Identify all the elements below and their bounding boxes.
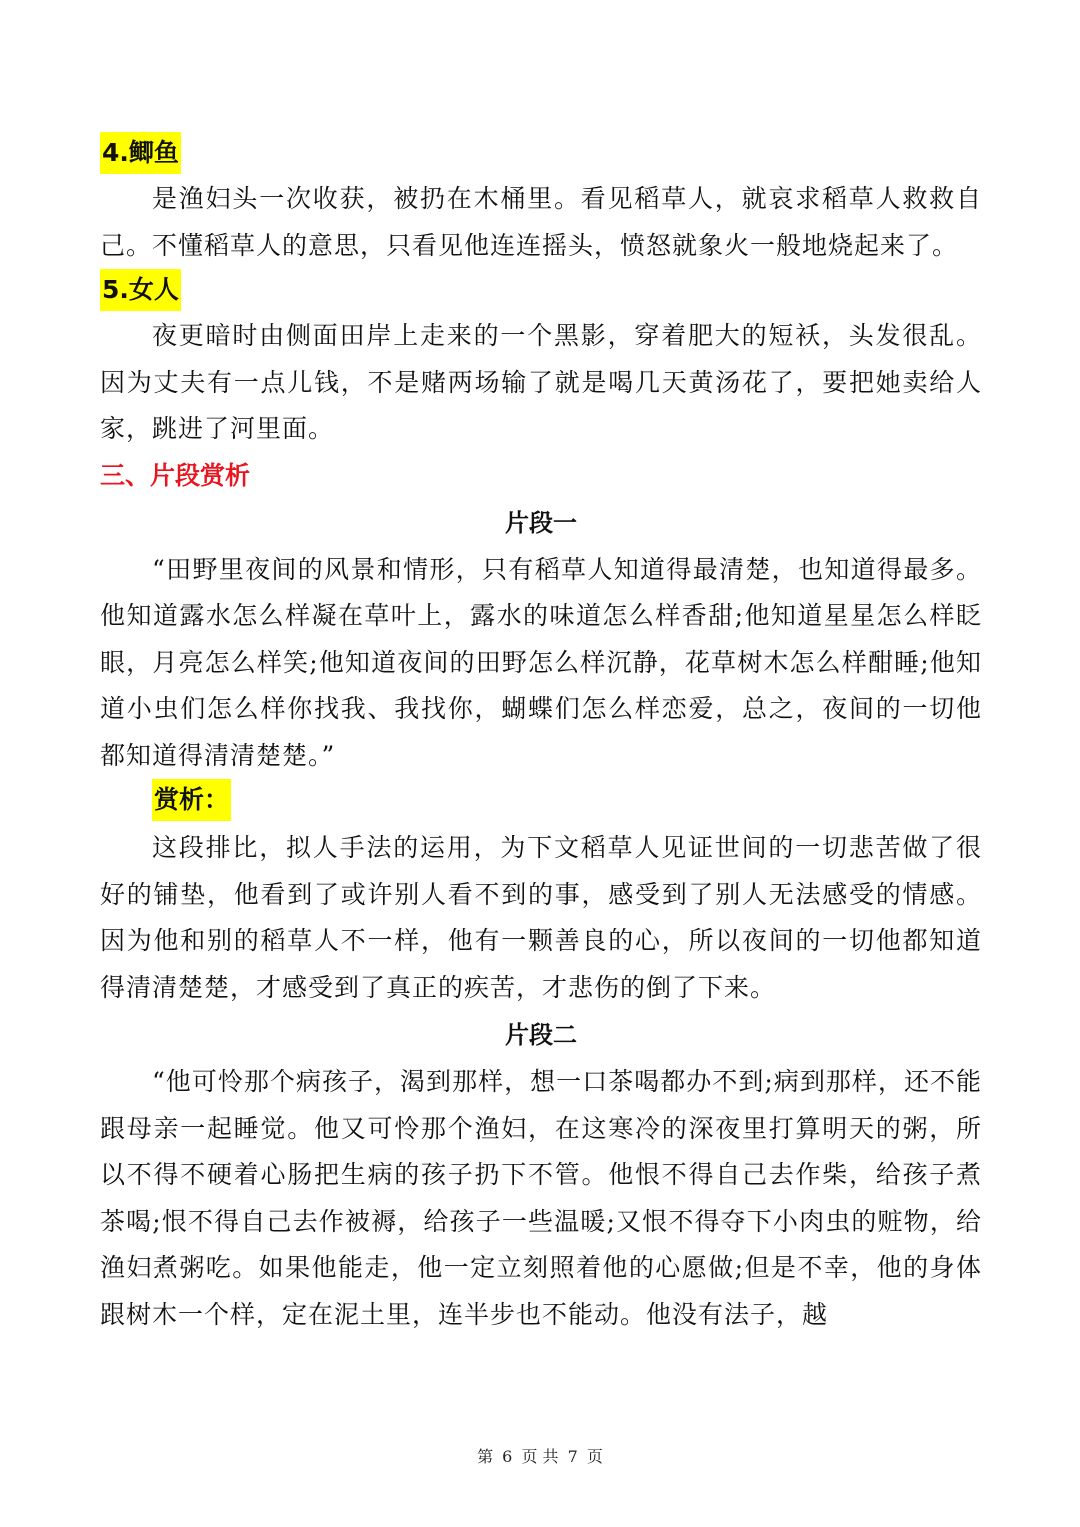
section-4-heading: 4.鲫鱼 bbox=[100, 132, 181, 174]
section-5-heading-row bbox=[100, 269, 982, 313]
footer-current-page: 6 bbox=[502, 1447, 513, 1466]
fragment-1-quote: “田野里夜间的风景和情形，只有稻草人知道得最清楚，也知道得最多。他知道露水怎么样凝在草叶上，露水的味道怎么样香甜;他知道星星怎么样眨眼，月亮怎么样笑;他知道夜间的田野怎么样沉静，花草树木怎么样酣睡;他知道小虫们怎么样你找我、我找你，蝴蝶们怎么样恋爱，总之，夜间的一切他都知道得清清楚楚。” bbox=[100, 554, 982, 770]
fragment-1-appreciation: 这段排比，拟人手法的运用，为下文稻草人见证世间的一切悲苦做了很好的铺垫，他看到了或许别人看不到的事，感受到了别人无法感受的情感。因为他和别的稻草人不一样，他有一颗善良的心，所以夜间的一切他都知道得清清楚楚，才感受到了真正的疾苦，才悲伤的倒了下来。 bbox=[100, 833, 982, 1002]
section-4-text: 是渔妇头一次收获，被扔在木桶里。看见稻草人，就哀求稻草人救救自己。不懂稻草人的意思，只看见他连连摇头，愤怒就象火一般地烧起来了。 bbox=[100, 184, 982, 260]
footer-prefix: 第 bbox=[477, 1447, 494, 1466]
fragment-2-title: 片段二 bbox=[505, 1021, 577, 1049]
fragment-1-title: 片段一 bbox=[505, 508, 577, 537]
section-4-heading-row bbox=[100, 132, 982, 176]
section-5-heading: 5.女人 bbox=[100, 269, 181, 311]
document-page bbox=[100, 132, 982, 1338]
analysis-section-title: 三、片段赏析 bbox=[100, 460, 251, 490]
footer-suffix: 页 bbox=[586, 1447, 603, 1466]
footer-total-pages: 7 bbox=[567, 1447, 578, 1466]
appreciation-label-row bbox=[100, 779, 982, 825]
fragment-2-quote: “他可怜那个病孩子，渴到那样，想一口茶喝都办不到;病到那样，还不能跟母亲一起睡觉。他又可怜那个渔妇，在这寒冷的深夜里打算明天的粥，所以不得不硬着心肠把生病的孩子扔下不管。他恨不得自己去作柴，给孩子煮茶喝;恨不得自己去作被褥，给孩子一些温暖;又恨不得夺下小肉虫的赃物，给渔妇煮粥吃。如果他能走，他一定立刻照着他的心愿做;但是不幸，他的身体跟树木一个样，定在泥土里，连半步也不能动。他没有法子，越 bbox=[100, 1067, 982, 1329]
footer-middle: 页 共 bbox=[521, 1447, 559, 1466]
section-5-text: 夜更暗时由侧面田岸上走来的一个黑影，穿着肥大的短袄，头发很乱。因为丈夫有一点儿钱，不是赌两场输了就是喝几天黄汤花了，要把她卖给人家，跳进了河里面。 bbox=[100, 321, 982, 443]
page-footer bbox=[0, 1444, 1080, 1467]
appreciation-label: 赏析： bbox=[152, 779, 231, 821]
